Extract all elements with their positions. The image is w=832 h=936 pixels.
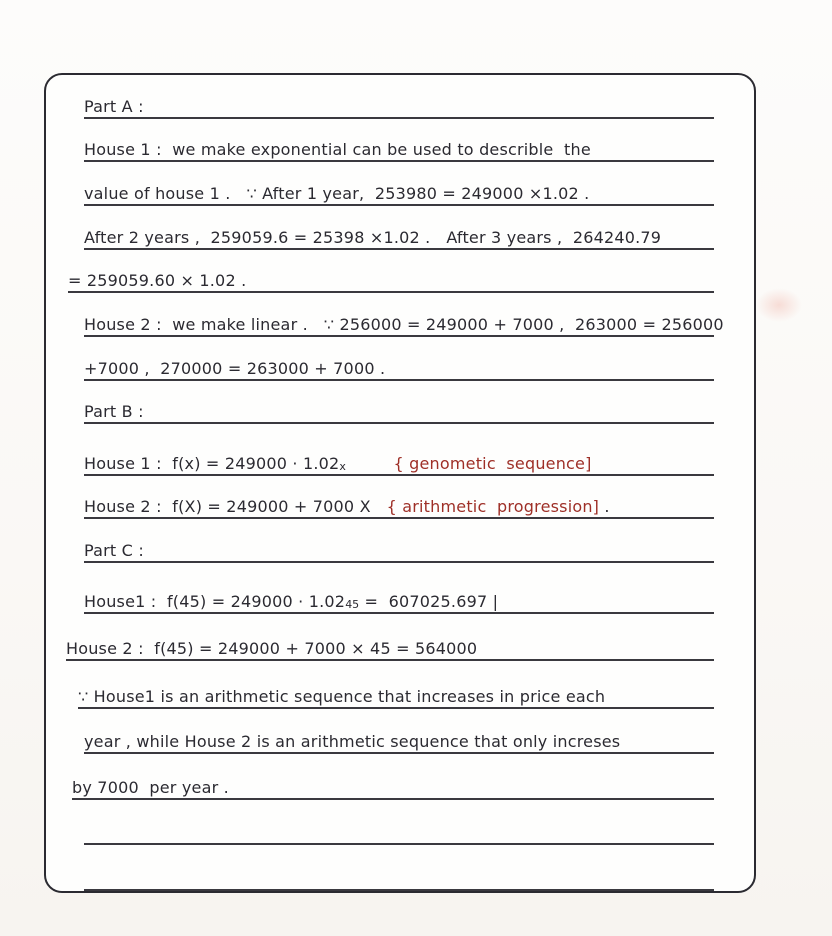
handwriting-line <box>84 337 714 381</box>
text-segment: value of house 1 . ∵ After 1 year, 253980 = 249000 ×1.02 . <box>84 184 590 204</box>
text-segment: by 7000 per year . <box>72 777 229 797</box>
text-segment <box>346 454 394 473</box>
text-segment: x <box>339 459 346 473</box>
pink-smudge-mark <box>756 288 802 322</box>
text-segment: ∵ House1 is an arithmetic sequence that increases in price each <box>78 686 606 706</box>
text-segment: Part C : <box>84 541 144 561</box>
handwriting-line <box>84 162 714 206</box>
handwriting-line <box>78 661 714 709</box>
handwriting-line <box>84 800 714 846</box>
text-segment: House 1 : f(x) = 249000 · 1.02 <box>84 453 340 473</box>
text-segment: +7000 , 270000 = 263000 + 7000 . <box>84 358 386 378</box>
text-segment: Part A : <box>84 96 144 116</box>
text-segment: Part B : <box>84 402 144 422</box>
text-segment: House 2 : we make linear . ∵ 256000 = 249000 + 7000 , 263000 = 256000 <box>84 315 724 335</box>
handwriting-lines <box>46 75 754 891</box>
handwriting-line <box>66 614 714 662</box>
handwriting-line <box>84 476 714 520</box>
handwriting-line <box>84 206 714 250</box>
handwriting-line <box>68 250 714 294</box>
handwriting-line <box>84 381 714 425</box>
red-annotation-segment: { arithmetic progression] <box>386 497 600 517</box>
text-segment: . <box>599 497 610 517</box>
text-segment: House 1 : we make exponential can be used to describle the <box>84 140 591 160</box>
worksheet-paper <box>44 73 756 893</box>
handwriting-line <box>84 75 714 119</box>
text-segment: House 2 : f(X) = 249000 + 7000 X <box>84 497 387 517</box>
red-annotation-segment: { genometic sequence] <box>393 453 592 473</box>
handwriting-line <box>84 119 714 163</box>
handwriting-line <box>84 563 714 613</box>
text-segment: 45 <box>345 597 360 611</box>
handwriting-line <box>84 424 714 475</box>
text-segment: = 607025.697 | <box>359 591 499 611</box>
text-segment: = 259059.60 × 1.02 . <box>68 271 247 291</box>
text-segment: After 2 years , 259059.6 = 25398 ×1.02 . After 3 years , 264240.79 <box>84 227 662 247</box>
text-segment: year , while House 2 is an arithmetic sequence that only increses <box>84 732 621 752</box>
handwriting-line <box>84 709 714 755</box>
handwriting-line <box>84 293 724 337</box>
handwriting-line <box>72 754 714 800</box>
handwriting-line <box>84 519 714 563</box>
text-segment: House 2 : f(45) = 249000 + 7000 × 45 = 564000 <box>66 639 478 659</box>
text-segment: House1 : f(45) = 249000 · 1.02 <box>84 591 346 611</box>
handwriting-line <box>84 845 714 891</box>
